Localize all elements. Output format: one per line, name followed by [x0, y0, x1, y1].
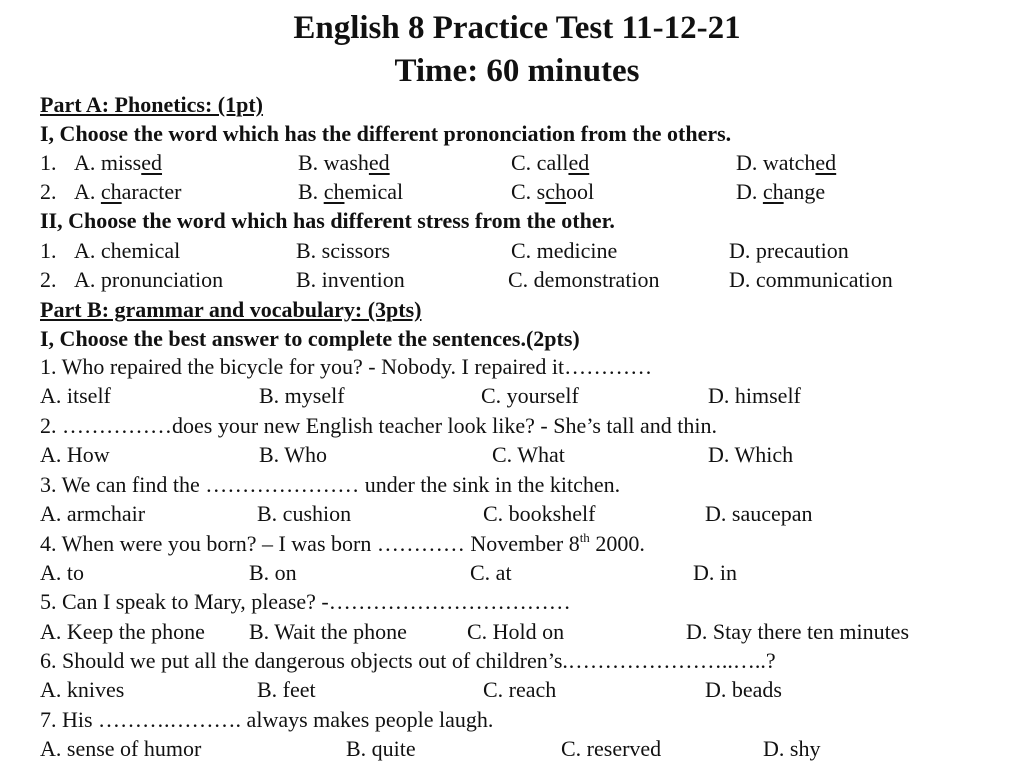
option-b[interactable]: B. washed — [298, 150, 390, 175]
option-a[interactable]: A. itself — [40, 383, 111, 408]
option-c[interactable]: C. called — [511, 150, 590, 175]
option-d[interactable]: D. precaution — [729, 238, 849, 263]
option-a[interactable]: A. pronunciation — [74, 267, 224, 292]
page-title: English 8 Practice Test 11-12-21 — [293, 10, 741, 46]
option-a[interactable]: A. sense of humor — [40, 736, 202, 761]
option-c[interactable]: C. demonstration — [508, 267, 660, 292]
option-b[interactable]: B. cushion — [257, 501, 352, 526]
part-b-instruction: I, Choose the best answer to complete the sentences.(2pts) — [40, 326, 580, 351]
option-b[interactable]: B. feet — [257, 677, 316, 702]
question-stem: 7. His ……….………. always makes people laugh. — [40, 707, 494, 732]
part-a-sec1-instruction: I, Choose the word which has the different prononciation from the others. — [40, 121, 732, 146]
option-d[interactable]: D. shy — [763, 736, 821, 761]
question-stem: 3. We can find the ………………… under the sink in the kitchen. — [40, 472, 621, 497]
option-b[interactable]: B. chemical — [298, 179, 404, 204]
option-c[interactable]: C. reach — [483, 677, 557, 702]
option-a[interactable]: A. character — [74, 179, 182, 204]
option-b[interactable]: B. invention — [296, 267, 405, 292]
question-stem: 4. When were you born? – I was born ………… November 8th 2000. — [40, 530, 645, 556]
option-b[interactable]: B. myself — [259, 383, 345, 408]
question-stem: 6. Should we put all the dangerous objects out of children’s.…………………..…..? — [40, 648, 776, 673]
question-stem: 5. Can I speak to Mary, please? -…………………………… — [40, 589, 571, 614]
option-c[interactable]: C. medicine — [511, 238, 618, 263]
part-a-sec2-instruction: II, Choose the word which has different stress from the other. — [40, 208, 615, 233]
option-d[interactable]: D. himself — [708, 383, 801, 408]
option-d[interactable]: D. in — [693, 560, 737, 585]
time-limit: Time: 60 minutes — [394, 53, 640, 89]
option-d[interactable]: D. change — [736, 179, 826, 204]
option-a[interactable]: A. chemical — [74, 238, 181, 263]
option-a[interactable]: A. missed — [74, 150, 163, 175]
option-d[interactable]: D. Stay there ten minutes — [686, 619, 910, 644]
question-number: 1. — [40, 238, 57, 263]
option-b[interactable]: B. scissors — [296, 238, 391, 263]
option-b[interactable]: B. on — [249, 560, 297, 585]
option-a[interactable]: A. to — [40, 560, 84, 585]
option-c[interactable]: C. yourself — [481, 383, 579, 408]
option-d[interactable]: D. beads — [705, 677, 782, 702]
option-c[interactable]: C. at — [470, 560, 512, 585]
question-number: 1. — [40, 150, 57, 175]
option-d[interactable]: D. communication — [729, 267, 893, 292]
option-a[interactable]: A. armchair — [40, 501, 146, 526]
part-a-heading: Part A: Phonetics: (1pt) — [40, 92, 264, 117]
option-a[interactable]: A. How — [40, 442, 110, 467]
option-c[interactable]: C. bookshelf — [483, 501, 596, 526]
option-b[interactable]: B. Who — [259, 442, 328, 467]
part-b-heading: Part B: grammar and vocabulary: (3pts) — [40, 297, 422, 322]
option-c[interactable]: C. school — [511, 179, 595, 204]
option-b[interactable]: B. Wait the phone — [249, 619, 407, 644]
option-c[interactable]: C. Hold on — [467, 619, 565, 644]
option-c[interactable]: C. reserved — [561, 736, 662, 761]
question-stem: 1. Who repaired the bicycle for you? - Nobody. I repaired it………… — [40, 354, 653, 379]
option-c[interactable]: C. What — [492, 442, 565, 467]
option-b[interactable]: B. quite — [346, 736, 416, 761]
question-number: 2. — [40, 179, 57, 204]
option-a[interactable]: A. Keep the phone — [40, 619, 205, 644]
question-stem: 2. ……………does your new English teacher look like? - She’s tall and thin. — [40, 413, 717, 438]
option-d[interactable]: D. watched — [736, 150, 837, 175]
question-number: 2. — [40, 267, 57, 292]
option-d[interactable]: D. Which — [708, 442, 794, 467]
option-d[interactable]: D. saucepan — [705, 501, 813, 526]
option-a[interactable]: A. knives — [40, 677, 125, 702]
